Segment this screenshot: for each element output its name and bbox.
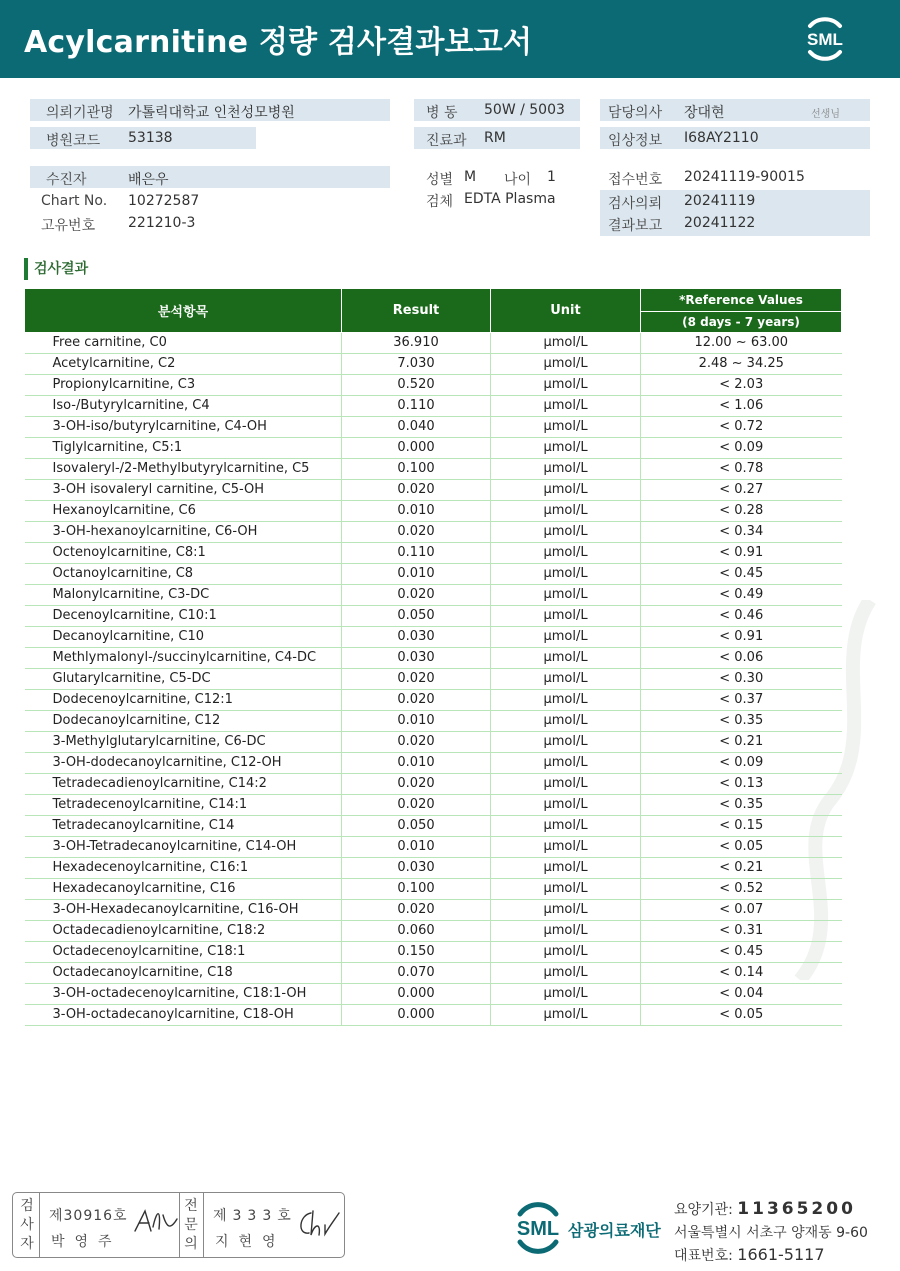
analyte-cell: Propionylcarnitine, C3: [25, 375, 342, 396]
result-cell: 0.060: [342, 921, 491, 942]
analyte-cell: Hexadecanoylcarnitine, C16: [25, 879, 342, 900]
table-row: [25, 648, 842, 669]
request-label: 검사의뢰: [608, 196, 663, 212]
analyte-cell: 3-OH-octadecanoylcarnitine, C18-OH: [25, 1005, 342, 1026]
table-row: [25, 417, 842, 438]
result-header: Result: [342, 289, 491, 333]
specialist-label: [183, 1197, 199, 1254]
table-row: [25, 900, 842, 921]
footer-logo-text: SML: [516, 1218, 560, 1240]
care-institution: [674, 1199, 856, 1219]
phone-number: 1661-5117: [737, 1245, 825, 1264]
unit-cell: μmol/L: [491, 774, 641, 795]
table-row: [25, 627, 842, 648]
reference-cell: < 0.05: [641, 1005, 842, 1026]
sex-label: 성별: [426, 172, 454, 188]
footer-sml-logo-icon: [510, 1200, 566, 1256]
table-row: [25, 396, 842, 417]
dept-value: RM: [484, 130, 506, 146]
dept-row: [414, 127, 580, 149]
examiner-signature-icon: [131, 1205, 179, 1239]
footer-brand: 삼광의료재단: [568, 1221, 661, 1240]
reference-header: *Reference Values: [641, 289, 842, 312]
sign-divider: [203, 1193, 204, 1257]
table-row: [25, 942, 842, 963]
reference-cell: < 0.35: [641, 711, 842, 732]
chart-row: [30, 190, 390, 212]
table-row: [25, 375, 842, 396]
analyte-cell: Octanoylcarnitine, C8: [25, 564, 342, 585]
table-row: [25, 459, 842, 480]
specimen-row: [414, 188, 580, 210]
table-row: [25, 795, 842, 816]
table-row: [25, 606, 842, 627]
specimen-label: 검체: [426, 194, 454, 210]
receipt-label: 접수번호: [608, 172, 663, 188]
patient-label: 수진자: [46, 172, 87, 188]
results-table: [24, 288, 842, 1026]
table-row: [25, 480, 842, 501]
result-cell: 0.050: [342, 816, 491, 837]
examiner-license: 제30916호: [49, 1208, 128, 1224]
receipt-row: [600, 166, 870, 188]
unit-cell: μmol/L: [491, 480, 641, 501]
analyte-cell: Octadecadienoylcarnitine, C18:2: [25, 921, 342, 942]
reference-cell: < 0.07: [641, 900, 842, 921]
result-cell: 0.030: [342, 858, 491, 879]
table-row: [25, 501, 842, 522]
analyte-cell: Decenoylcarnitine, C10:1: [25, 606, 342, 627]
unit-cell: μmol/L: [491, 585, 641, 606]
doctor-row: [600, 99, 870, 121]
result-cell: 0.010: [342, 837, 491, 858]
unit-cell: μmol/L: [491, 522, 641, 543]
doctor-value: 장대현: [684, 105, 725, 121]
reference-cell: < 0.49: [641, 585, 842, 606]
result-cell: 0.050: [342, 606, 491, 627]
sex-age-row: [414, 166, 580, 188]
result-cell: 0.070: [342, 963, 491, 984]
result-cell: 0.020: [342, 795, 491, 816]
table-row: [25, 1005, 842, 1026]
analyte-cell: Acetylcarnitine, C2: [25, 354, 342, 375]
table-row: [25, 984, 842, 1005]
analyte-cell: 3-OH-hexanoylcarnitine, C6-OH: [25, 522, 342, 543]
table-row: [25, 438, 842, 459]
analyte-cell: 3-OH-iso/butyrylcarnitine, C4-OH: [25, 417, 342, 438]
reference-cell: < 0.04: [641, 984, 842, 1005]
patient-row: [30, 166, 390, 188]
unit-header: Unit: [491, 289, 641, 333]
section-title: 검사결과: [24, 258, 88, 280]
unit-cell: μmol/L: [491, 900, 641, 921]
analyte-cell: Iso-/Butyrylcarnitine, C4: [25, 396, 342, 417]
table-row: [25, 879, 842, 900]
analyte-cell: Octadecenoylcarnitine, C18:1: [25, 942, 342, 963]
unit-cell: μmol/L: [491, 732, 641, 753]
report-value: 20241122: [684, 215, 756, 231]
result-cell: 0.000: [342, 1005, 491, 1026]
unit-cell: μmol/L: [491, 921, 641, 942]
analyte-cell: Tiglylcarnitine, C5:1: [25, 438, 342, 459]
reference-cell: < 0.46: [641, 606, 842, 627]
sign-divider: [179, 1193, 180, 1257]
result-cell: 0.000: [342, 438, 491, 459]
table-row: [25, 858, 842, 879]
unit-cell: μmol/L: [491, 606, 641, 627]
unit-cell: μmol/L: [491, 942, 641, 963]
sex-value: M: [464, 169, 477, 185]
results-table-header: [25, 289, 842, 333]
table-row: [25, 753, 842, 774]
result-cell: 7.030: [342, 354, 491, 375]
sml-logo-text: SML: [807, 30, 843, 49]
care-number: 11365200: [737, 1199, 856, 1219]
table-row: [25, 669, 842, 690]
analyte-cell: Hexanoylcarnitine, C6: [25, 501, 342, 522]
result-cell: 0.020: [342, 522, 491, 543]
sign-divider: [39, 1193, 40, 1257]
result-cell: 0.100: [342, 879, 491, 900]
reference-cell: < 0.91: [641, 543, 842, 564]
unit-cell: μmol/L: [491, 984, 641, 1005]
hospital-code-row: [30, 127, 256, 149]
analyte-cell: 3-OH-dodecanoylcarnitine, C12-OH: [25, 753, 342, 774]
ward-value: 50W / 5003: [484, 102, 565, 118]
result-cell: 0.020: [342, 732, 491, 753]
unit-cell: μmol/L: [491, 627, 641, 648]
result-cell: 0.040: [342, 417, 491, 438]
result-cell: 0.030: [342, 648, 491, 669]
unit-cell: μmol/L: [491, 417, 641, 438]
examiner-name: 박영주: [51, 1234, 122, 1250]
table-row: [25, 690, 842, 711]
result-cell: 0.010: [342, 711, 491, 732]
result-cell: 0.020: [342, 669, 491, 690]
table-row: [25, 543, 842, 564]
unit-cell: μmol/L: [491, 816, 641, 837]
chart-value: 10272587: [128, 193, 200, 209]
reference-cell: 2.48 ~ 34.25: [641, 354, 842, 375]
reference-cell: < 0.91: [641, 627, 842, 648]
reference-cell: < 0.06: [641, 648, 842, 669]
result-cell: 0.010: [342, 564, 491, 585]
analyte-cell: Free carnitine, C0: [25, 333, 342, 354]
table-row: [25, 333, 842, 354]
reference-cell: < 0.45: [641, 564, 842, 585]
reference-cell: < 0.34: [641, 522, 842, 543]
result-cell: 0.100: [342, 459, 491, 480]
reference-cell: < 0.35: [641, 795, 842, 816]
unit-cell: μmol/L: [491, 354, 641, 375]
age-label: 나이: [504, 172, 532, 188]
reference-cell: < 0.31: [641, 921, 842, 942]
unit-cell: μmol/L: [491, 543, 641, 564]
unique-label: 고유번호: [41, 218, 96, 234]
unit-cell: μmol/L: [491, 690, 641, 711]
clinical-value: I68AY2110: [684, 130, 759, 146]
analyte-cell: Dodecenoylcarnitine, C12:1: [25, 690, 342, 711]
reference-range-header: (8 days - 7 years): [641, 311, 842, 333]
signature-box: [12, 1192, 345, 1258]
table-row: [25, 837, 842, 858]
analyte-cell: 3-OH-Tetradecanoylcarnitine, C14-OH: [25, 837, 342, 858]
analyte-cell: Glutarylcarnitine, C5-DC: [25, 669, 342, 690]
result-cell: 0.010: [342, 753, 491, 774]
result-cell: 36.910: [342, 333, 491, 354]
reference-cell: < 0.52: [641, 879, 842, 900]
unit-cell: μmol/L: [491, 648, 641, 669]
report-label: 결과보고: [608, 218, 663, 234]
unit-cell: μmol/L: [491, 858, 641, 879]
request-report-block: [600, 190, 870, 236]
dept-label: 진료과: [426, 133, 467, 149]
reference-cell: < 2.03: [641, 375, 842, 396]
doctor-suffix: 선생님: [811, 109, 840, 120]
analyte-cell: 3-Methylglutarylcarnitine, C6-DC: [25, 732, 342, 753]
table-row: [25, 522, 842, 543]
institution-value: 가톨릭대학교 인천성모병원: [128, 105, 295, 121]
reference-cell: < 0.21: [641, 732, 842, 753]
reference-cell: < 0.13: [641, 774, 842, 795]
result-cell: 0.520: [342, 375, 491, 396]
result-cell: 0.020: [342, 774, 491, 795]
result-cell: 0.020: [342, 900, 491, 921]
unique-row: [30, 212, 390, 234]
unit-cell: μmol/L: [491, 837, 641, 858]
table-row: [25, 354, 842, 375]
specialist-signature-icon: [295, 1207, 341, 1241]
reference-cell: 12.00 ~ 63.00: [641, 333, 842, 354]
table-row: [25, 732, 842, 753]
reference-cell: < 0.09: [641, 753, 842, 774]
analyte-cell: Tetradecenoylcarnitine, C14:1: [25, 795, 342, 816]
examiner-label-text: 검 사 자: [20, 1198, 34, 1252]
patient-value: 배은우: [128, 172, 169, 188]
reference-cell: < 0.30: [641, 669, 842, 690]
unit-cell: μmol/L: [491, 879, 641, 900]
analyte-cell: Isovaleryl-/2-Methylbutyrylcarnitine, C5: [25, 459, 342, 480]
specialist-label-text: 전 문 의: [184, 1198, 198, 1252]
analyte-cell: 3-OH isovaleryl carnitine, C5-OH: [25, 480, 342, 501]
reference-cell: < 0.21: [641, 858, 842, 879]
result-cell: 0.020: [342, 690, 491, 711]
footer-address: 서울특별시 서초구 양재동 9-60: [674, 1225, 868, 1241]
unit-cell: μmol/L: [491, 1005, 641, 1026]
unique-value: 221210-3: [128, 215, 196, 231]
unit-cell: μmol/L: [491, 459, 641, 480]
phone-label: 대표번호:: [674, 1248, 733, 1264]
unit-cell: μmol/L: [491, 669, 641, 690]
unit-cell: μmol/L: [491, 963, 641, 984]
analyte-cell: Tetradecadienoylcarnitine, C14:2: [25, 774, 342, 795]
unit-cell: μmol/L: [491, 438, 641, 459]
result-cell: 0.010: [342, 501, 491, 522]
analyte-cell: Octenoylcarnitine, C8:1: [25, 543, 342, 564]
table-row: [25, 963, 842, 984]
institution-row: [30, 99, 390, 121]
reference-cell: < 0.28: [641, 501, 842, 522]
reference-cell: < 0.37: [641, 690, 842, 711]
request-value: 20241119: [684, 193, 756, 209]
specialist-name: 지현영: [215, 1234, 286, 1250]
analyte-cell: Octadecanoylcarnitine, C18: [25, 963, 342, 984]
unit-cell: μmol/L: [491, 375, 641, 396]
unit-cell: μmol/L: [491, 711, 641, 732]
table-row: [25, 711, 842, 732]
reference-cell: < 0.27: [641, 480, 842, 501]
reference-cell: < 0.45: [641, 942, 842, 963]
unit-cell: μmol/L: [491, 501, 641, 522]
analyte-cell: Hexadecenoylcarnitine, C16:1: [25, 858, 342, 879]
reference-cell: < 1.06: [641, 396, 842, 417]
hospital-code-label: 병원코드: [46, 133, 101, 149]
unit-cell: μmol/L: [491, 753, 641, 774]
reference-cell: < 0.72: [641, 417, 842, 438]
clinical-row: [600, 127, 870, 149]
ward-label: 병 동: [426, 105, 458, 121]
report-header: [0, 0, 900, 78]
unit-cell: μmol/L: [491, 564, 641, 585]
specimen-value: EDTA Plasma: [464, 191, 556, 207]
analyte-cell: Malonylcarnitine, C3-DC: [25, 585, 342, 606]
analyte-cell: Decanoylcarnitine, C10: [25, 627, 342, 648]
results-table-body: [25, 333, 842, 1026]
specialist-license: 제333호: [213, 1208, 297, 1224]
reference-cell: < 0.15: [641, 816, 842, 837]
examiner-label: [19, 1197, 35, 1254]
analyte-cell: 3-OH-octadecenoylcarnitine, C18:1-OH: [25, 984, 342, 1005]
analyte-cell: Methlymalonyl-/succinylcarnitine, C4-DC: [25, 648, 342, 669]
unit-cell: μmol/L: [491, 795, 641, 816]
analyte-header: 분석항목: [25, 289, 342, 333]
report-title: Acylcarnitine 정량 검사결과보고서: [24, 25, 533, 60]
reference-cell: < 0.78: [641, 459, 842, 480]
result-cell: 0.110: [342, 396, 491, 417]
analyte-cell: Tetradecanoylcarnitine, C14: [25, 816, 342, 837]
result-cell: 0.110: [342, 543, 491, 564]
table-row: [25, 564, 842, 585]
result-cell: 0.020: [342, 480, 491, 501]
result-cell: 0.000: [342, 984, 491, 1005]
footer-phone: [674, 1245, 825, 1265]
doctor-label: 담당의사: [608, 105, 663, 121]
reference-cell: < 0.14: [641, 963, 842, 984]
result-cell: 0.150: [342, 942, 491, 963]
institution-label: 의뢰기관명: [46, 105, 114, 121]
unit-cell: μmol/L: [491, 396, 641, 417]
reference-cell: < 0.09: [641, 438, 842, 459]
table-row: [25, 921, 842, 942]
ward-row: [414, 99, 580, 121]
care-label: 요양기관:: [674, 1202, 733, 1218]
result-cell: 0.030: [342, 627, 491, 648]
result-cell: 0.020: [342, 585, 491, 606]
clinical-label: 임상정보: [608, 133, 663, 149]
sml-logo-icon: [800, 14, 850, 64]
analyte-cell: Dodecanoylcarnitine, C12: [25, 711, 342, 732]
unit-cell: μmol/L: [491, 333, 641, 354]
chart-label: Chart No.: [41, 193, 108, 209]
receipt-value: 20241119-90015: [684, 169, 805, 185]
analyte-cell: 3-OH-Hexadecanoylcarnitine, C16-OH: [25, 900, 342, 921]
table-row: [25, 585, 842, 606]
reference-cell: < 0.05: [641, 837, 842, 858]
hospital-code-value: 53138: [128, 130, 173, 146]
table-row: [25, 816, 842, 837]
table-row: [25, 774, 842, 795]
age-value: 1: [547, 169, 556, 185]
